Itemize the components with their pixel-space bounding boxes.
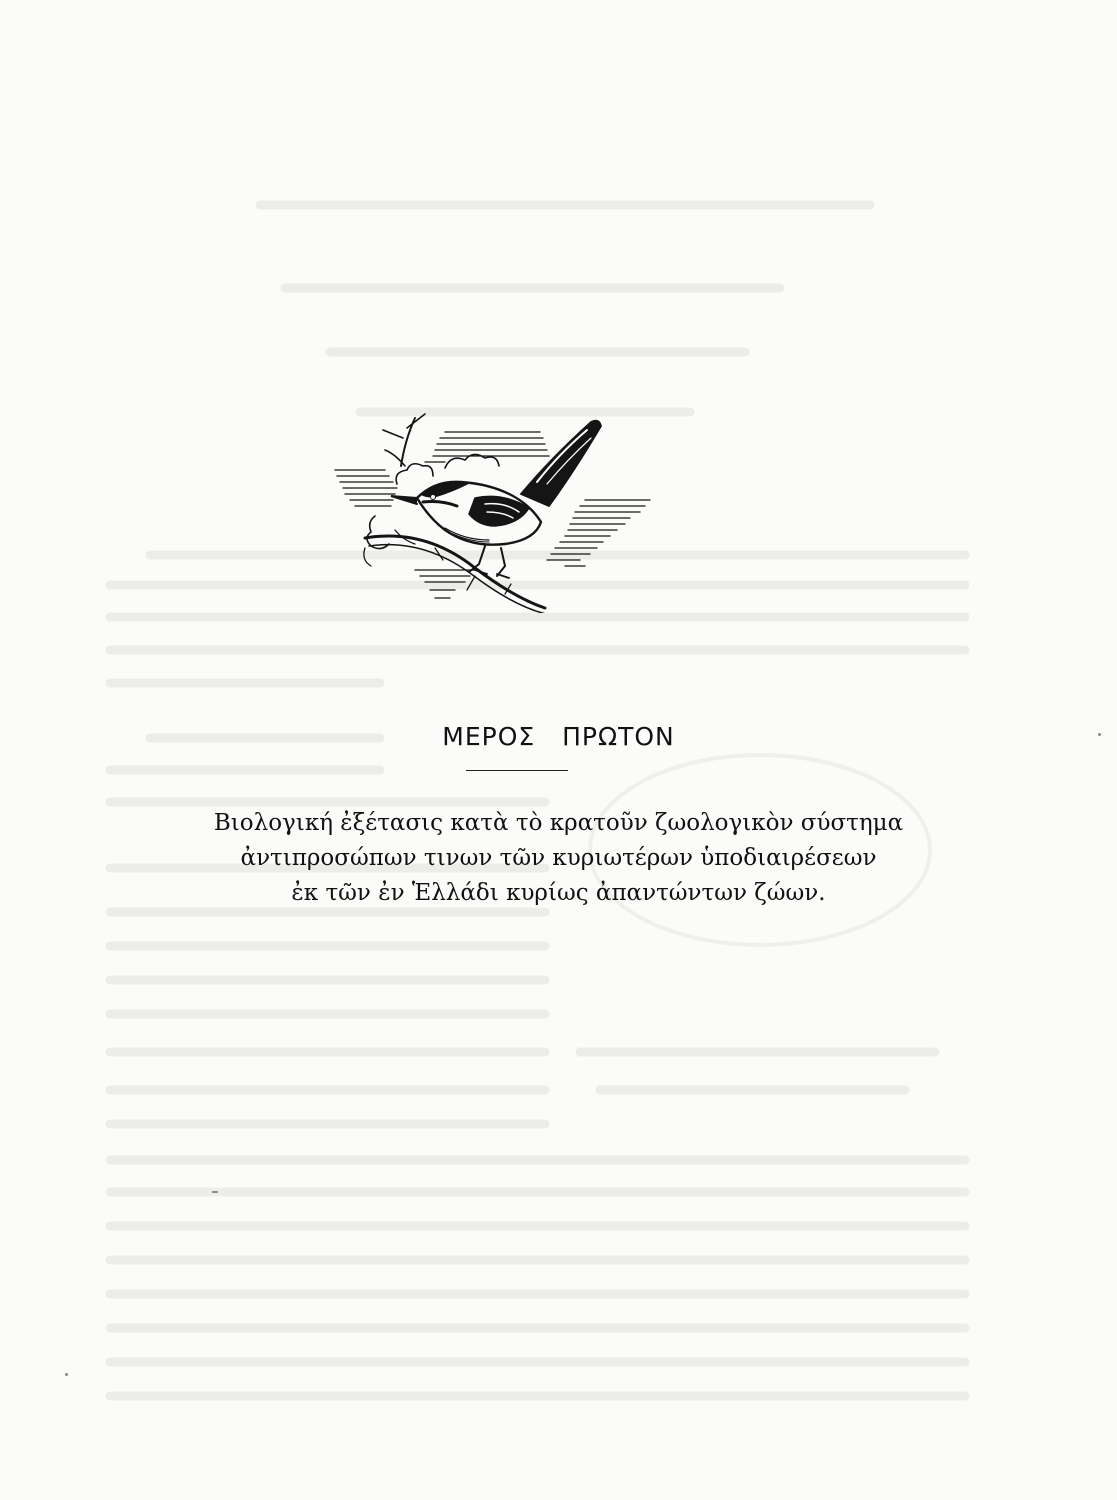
subtitle-line-1: Βιολογική ἐξέτασις κατὰ τὸ κρατοῦν ζωολογικὸν σύστημα	[213, 810, 904, 836]
part-title: ΜΕΡΟΣ ΠΡΩΤΟΝ	[442, 722, 675, 751]
subtitle-line-3: ἐκ τῶν ἐν Ἑλλάδι κυρίως ἀπαντώντων ζώων.	[291, 880, 826, 906]
scan-speck	[212, 1191, 218, 1193]
scan-speck	[65, 1373, 68, 1376]
bird-vignette-icon	[325, 398, 665, 613]
title-divider	[466, 770, 568, 771]
subtitle-line-2: ἀντιπροσώπων τινων τῶν κυριωτέρων ὑποδιαιρέσεων	[240, 845, 877, 871]
part-subtitle	[0, 806, 1117, 911]
